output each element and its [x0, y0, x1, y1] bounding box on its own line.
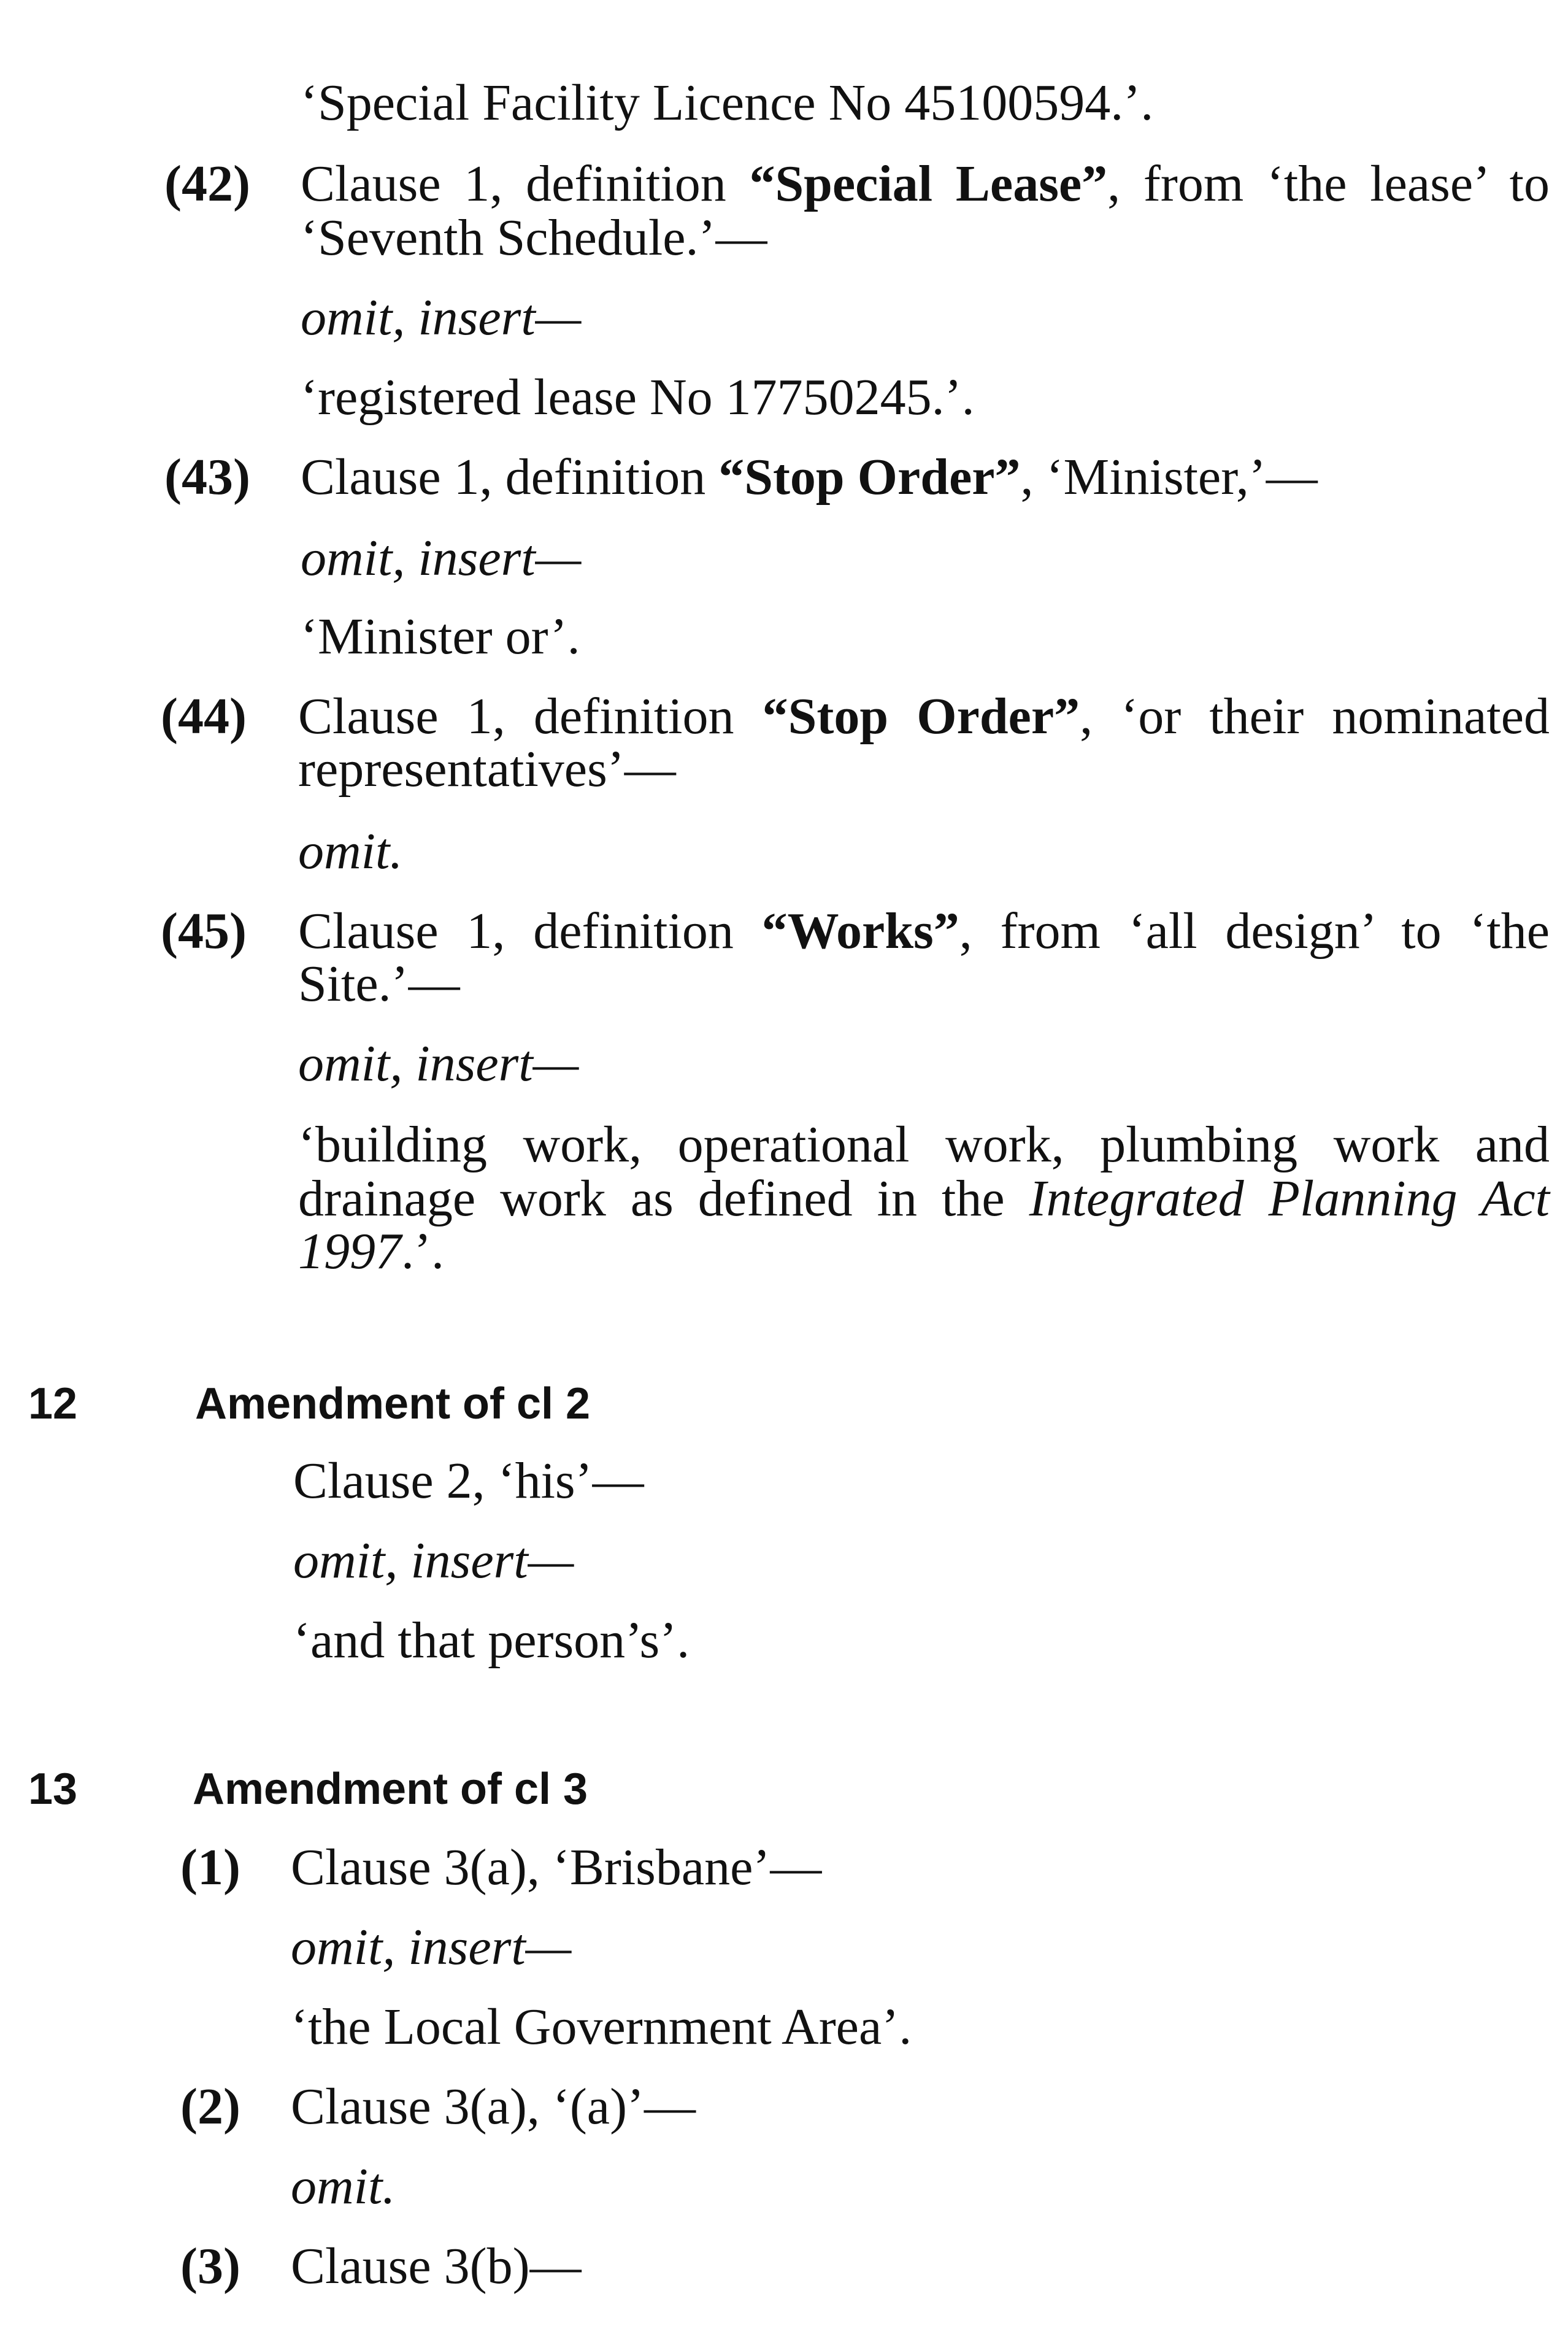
- act-year: 1997: [298, 1223, 401, 1280]
- section-number-12: 12: [28, 1379, 78, 1428]
- item-45-line2: Site.’—: [298, 955, 460, 1012]
- item-number-2: (2): [180, 2078, 240, 2135]
- defined-term: “Works”: [761, 903, 959, 960]
- section-heading-12: Amendment of cl 2: [195, 1379, 591, 1428]
- item-45-insert-line2: drainage work as defined in the Integrated Planning Act: [298, 1170, 1550, 1227]
- item-44-line2: representatives’—: [298, 741, 676, 798]
- section-13-item-1-line1: Clause 3(a), ‘Brisbane’—: [291, 1839, 822, 1896]
- item-number-44: (44): [161, 688, 247, 745]
- item-number-43: (43): [164, 449, 250, 506]
- item-42-insert-text: ‘registered lease No 17750245.’.: [301, 369, 975, 426]
- item-43-insert-text: ‘Minister or’.: [301, 608, 580, 665]
- section-12-line1: Clause 2, ‘his’—: [293, 1452, 644, 1509]
- item-number-1: (1): [180, 1839, 240, 1896]
- item-43-line1: Clause 1, definition “Stop Order”, ‘Minister,’—: [301, 449, 1318, 506]
- section-heading-13: Amendment of cl 3: [193, 1765, 588, 1814]
- item-number-3: (3): [180, 2238, 240, 2295]
- defined-term: “Stop Order”: [762, 688, 1080, 745]
- section-number-13: 13: [28, 1765, 78, 1814]
- item-45-line1: Clause 1, definition “Works”, from ‘all design’ to ‘the: [298, 903, 1550, 960]
- item-42-instruction: omit, insert—: [301, 289, 582, 346]
- section-12-instruction: omit, insert—: [293, 1532, 574, 1589]
- item-42-line1: Clause 1, definition “Special Lease”, from ‘the lease’ to: [301, 155, 1550, 212]
- section-13-item-2-line1: Clause 3(a), ‘(a)’—: [291, 2078, 696, 2135]
- act-title: Integrated Planning Act: [1029, 1170, 1550, 1227]
- item-number-42: (42): [164, 155, 250, 212]
- item-45-insert-line3: 1997.’.: [298, 1223, 444, 1280]
- section-13-item-2-instruction: omit.: [291, 2158, 396, 2215]
- section-13-item-1-insert-text: ‘the Local Government Area’.: [291, 1998, 912, 2055]
- item-42-line2: ‘Seventh Schedule.’—: [301, 209, 767, 266]
- defined-term: “Special Lease”: [749, 155, 1108, 212]
- item-45-instruction: omit, insert—: [298, 1035, 579, 1092]
- item-43-instruction: omit, insert—: [301, 529, 582, 587]
- section-12-insert-text: ‘and that person’s’.: [293, 1612, 690, 1669]
- item-number-45: (45): [161, 903, 247, 960]
- section-13-item-3-line1: Clause 3(b)—: [291, 2238, 582, 2295]
- item-44-line1: Clause 1, definition “Stop Order”, ‘or their nominated: [298, 688, 1550, 745]
- defined-term: “Stop Order”: [718, 449, 1021, 506]
- continuation-line: ‘Special Facility Licence No 45100594.’.: [301, 74, 1154, 131]
- item-45-insert-line1: ‘building work, operational work, plumbing work and: [298, 1116, 1550, 1173]
- section-13-item-1-instruction: omit, insert—: [291, 1919, 572, 1976]
- item-44-instruction: omit.: [298, 823, 403, 880]
